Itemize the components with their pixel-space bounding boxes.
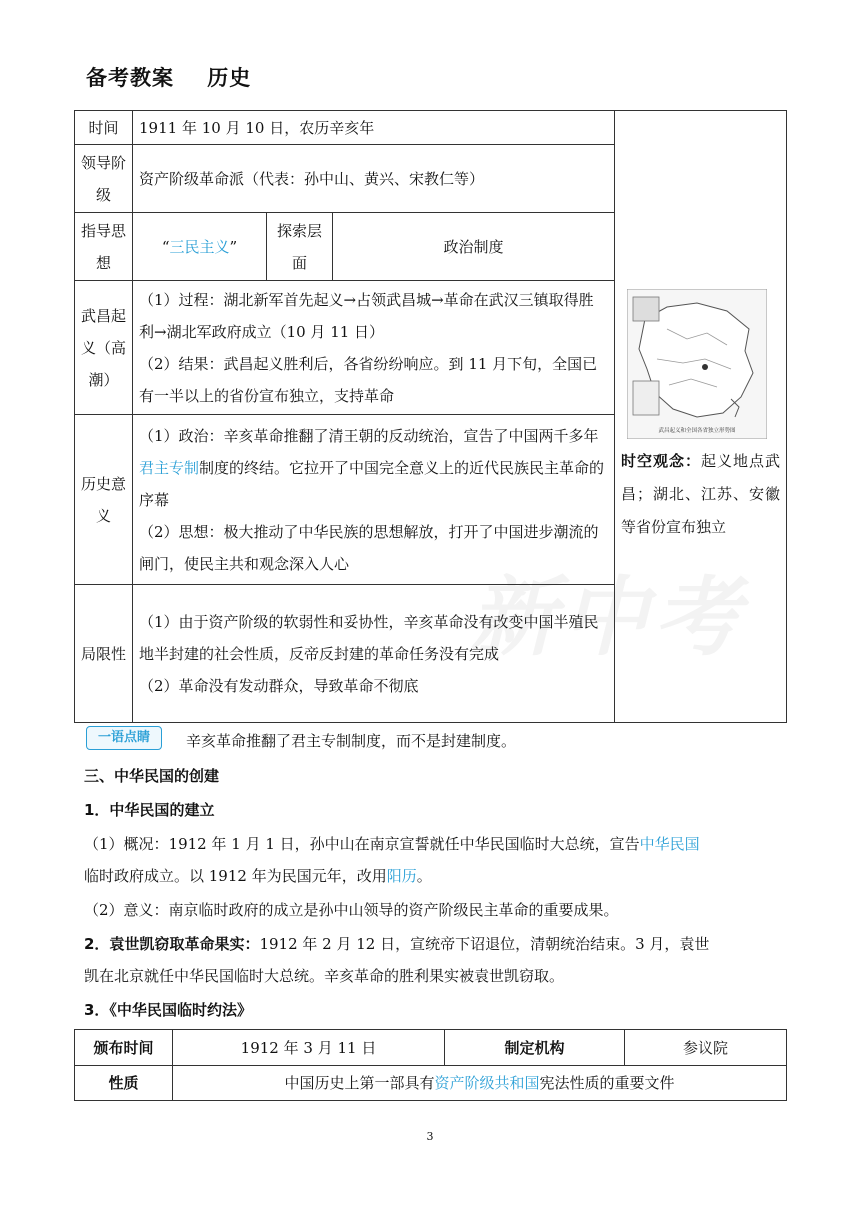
significance-label: 历史意义 [75, 415, 133, 585]
map-caption: 武昌起义和全国各省独立形势图 [658, 428, 736, 434]
page-number: 3 [426, 1130, 434, 1143]
side-note [621, 445, 780, 544]
yuan-line-2: 凯在北京就任中华民国临时大总统。辛亥革命的胜利果实被袁世凯窃取。 [84, 967, 565, 985]
overview-line-1: （1）概况：1912 年 1 月 1 日，孙中山在南京宣誓就任中华民国临时大总统，宣告中华民国 [84, 835, 700, 853]
provisional-constitution-table [74, 1029, 787, 1101]
time-value: 1911 年 10 月 10 日，农历辛亥年 [133, 111, 615, 145]
nature-label: 性质 [75, 1065, 173, 1101]
solar-calendar-highlight: 阳历 [386, 867, 417, 885]
significance-political: （1）政治：辛亥革命推翻了清王朝的反动统治，宣告了中国两千多年君主专制制度的终结。它拉开了中国完全意义上的近代民族民主革命的序幕 [139, 426, 605, 509]
limitation-content [133, 585, 615, 723]
limitation-1: （1）由于资产阶级的软弱性和妥协性，辛亥革命没有改变中国半殖民地半封建的社会性质，反帝反封建的革命任务没有完成 [139, 612, 599, 663]
wuchang-process: （1）过程：湖北新军首先起义→占领武昌城→革命在武汉三镇取得胜利→湖北军政府成立（10 月 11 日） [139, 290, 594, 341]
ideology-label: 指导思想 [75, 213, 133, 281]
subheading-3: 3．《中华民国临时约法》 [84, 1001, 252, 1019]
side-cell [615, 111, 787, 723]
significance-ideological: （2）思想：极大推动了中华民族的思想解放，打开了中国进步潮流的闸门，使民主共和观念深入人心 [139, 522, 599, 573]
wuchang-content [133, 281, 615, 415]
subheading-1: 1．中华民国的建立 [84, 801, 215, 819]
yuan-line-1: 2．袁世凯窃取革命果实：1912 年 2 月 12 日，宣统帝下诏退位，清朝统治结束。3 月，袁世 [84, 935, 710, 953]
limitation-label: 局限性 [75, 585, 133, 723]
wuchang-result: （2）结果：武昌起义胜利后，各省纷纷响应。到 11 月下旬，全国已有一半以上的省份宣布独立，支持革命 [139, 354, 598, 405]
limitation-2: （2）革命没有发动群众，导致革命不彻底 [139, 676, 419, 695]
significance-line: （2）意义：南京临时政府的成立是孙中山领导的资产阶级民主革命的重要成果。 [84, 901, 619, 919]
overview-line-2: 临时政府成立。以 1912 年为民国元年，改用阳历。 [84, 867, 432, 885]
nature-highlight: 资产阶级共和国 [434, 1074, 540, 1093]
tip-text: 辛亥革命推翻了君主专制制度，而不是封建制度。 [186, 732, 517, 750]
leader-value: 资产阶级革命派（代表：孙中山、黄兴、宋教仁等） [133, 145, 615, 213]
wuchang-label: 武昌起义（高潮） [75, 281, 133, 415]
org-value: 参议院 [625, 1030, 787, 1066]
explore-value: 政治制度 [333, 213, 615, 281]
nature-value: 中国历史上第一部具有资产阶级共和国宪法性质的重要文件 [173, 1065, 787, 1101]
explore-label: 探索层面 [267, 213, 333, 281]
side-text: 起义地点武昌；湖北、江苏、安徽等省份宣布独立 [621, 452, 780, 536]
leader-label: 领导阶级 [75, 145, 133, 213]
ideology-highlight: 三民主义 [169, 237, 230, 256]
revolution-map-image [627, 289, 767, 439]
significance-content [133, 415, 615, 585]
revolution-table [74, 110, 787, 723]
page-header: 备考教案 历史 [86, 66, 252, 90]
significance-highlight: 君主专制 [139, 458, 200, 477]
date-label: 颁布时间 [75, 1030, 173, 1066]
side-label: 时空观念： [621, 452, 701, 470]
org-label: 制定机构 [445, 1030, 625, 1066]
watermark: 新中考 [470, 568, 746, 668]
time-label: 时间 [75, 111, 133, 145]
section-heading: 三、中华民国的创建 [84, 767, 220, 785]
tip-badge: 一语点睛 [86, 726, 162, 750]
ideology-value: “三民主义” [133, 213, 267, 281]
date-value: 1912 年 3 月 11 日 [173, 1030, 445, 1066]
overview-highlight: 中华民国 [639, 835, 700, 853]
